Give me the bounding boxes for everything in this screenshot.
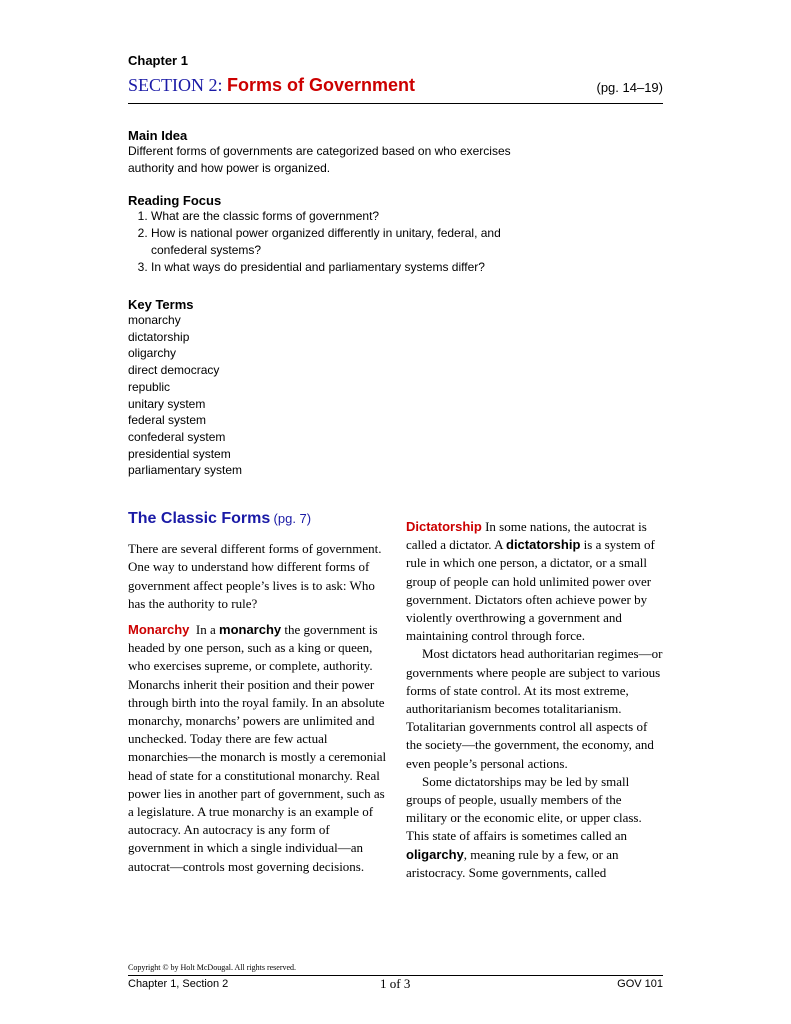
monarchy-text: the government is headed by one person, such as a king or queen, who exercises supreme, or complete, authority. Monarchs inherit their position and their power through birth into the royal family. In an absolute monarchy, monarchs’ powers are unlimited and unchecked. Today there are few actual monarchies—the monarch is mostly a ceremonial head of state for a constitutional monarchy. Real power lies in another part of government, such as a legislature. A true monarchy is an example of autocracy. An autocracy is any form of government in which a single individual—an autocrat—controls most governing decisions. bbox=[128, 622, 387, 874]
oligarchy-post: , meaning rule by a few, or an aristocracy. Some governments, called bbox=[406, 846, 619, 880]
header-divider bbox=[128, 103, 663, 104]
authoritarian-paragraph: Most dictators head authoritarian regimes—or governments where people are subject to various forms of state control. At its most extreme, authoritarianism becomes totalitarianism. Totalitarian governments control all aspects of the society—the government, the economy, and even people’s personal actions. bbox=[406, 646, 663, 771]
section-number: SECTION 2: bbox=[128, 75, 223, 95]
reading-focus bbox=[128, 193, 548, 276]
right-column bbox=[406, 518, 664, 882]
reading-focus-item: 1. What are the classic forms of government? bbox=[151, 208, 548, 225]
classic-forms-pages: (pg. 7) bbox=[273, 511, 312, 526]
dictatorship-lead: Dictatorship bbox=[406, 519, 482, 534]
monarchy-lead: Monarchy bbox=[128, 622, 190, 638]
key-term: parliamentary system bbox=[128, 463, 243, 478]
key-terms bbox=[128, 297, 428, 479]
reading-focus-heading: Reading Focus bbox=[128, 193, 222, 208]
section-page-range: (pg. 14–19) bbox=[596, 80, 663, 95]
classic-forms-heading-row bbox=[128, 510, 388, 528]
left-column bbox=[128, 510, 388, 876]
copyright: Copyright © by Holt McDougal. All rights reserved. bbox=[128, 963, 297, 972]
classic-forms-intro: There are several different forms of government. One way to understand how different forms of government affect people’s lives is to ask: Who has the authority to rule? bbox=[128, 541, 382, 611]
key-term: dictatorship bbox=[128, 329, 190, 344]
oligarchy-pre: Some dictatorships may be led by small groups of people, usually members of the military or the economic elite, or upper class. This state of affairs is sometimes called an bbox=[406, 773, 642, 844]
main-idea-text: Different forms of governments are categorized based on who exercises authority and how power is organized. bbox=[128, 144, 511, 175]
dictatorship-text: is a system of rule in which one person, a dictator, or a small group of people can hold unlimited power over government. Dictators often achieve power by violently overthrowing a government and maintaining control through force. bbox=[406, 537, 655, 644]
key-terms-list bbox=[128, 312, 428, 479]
key-term: republic bbox=[128, 379, 171, 394]
dictatorship-term: dictatorship bbox=[506, 537, 581, 553]
key-term: direct democracy bbox=[128, 363, 220, 378]
key-term: confederal system bbox=[128, 429, 226, 444]
course-code: GOV 101 bbox=[617, 978, 663, 990]
dictatorship-pre: In some nations, the autocrat is called a dictator. A bbox=[406, 519, 647, 553]
page-number: 1 of 3 bbox=[380, 976, 411, 991]
section-title bbox=[128, 75, 415, 96]
monarchy-term: monarchy bbox=[219, 622, 282, 638]
key-term: federal system bbox=[128, 413, 207, 428]
footer-section: Chapter 1, Section 2 bbox=[128, 978, 229, 990]
classic-forms-heading: The Classic Forms bbox=[128, 510, 271, 527]
key-term: oligarchy bbox=[128, 346, 177, 361]
oligarchy-term: oligarchy bbox=[406, 846, 464, 862]
section-name: Forms of Government bbox=[227, 75, 416, 95]
reading-focus-item: 2. How is national power organized differently in unitary, federal, and confederal systems? bbox=[151, 225, 548, 259]
key-term: unitary system bbox=[128, 396, 206, 411]
key-term: presidential system bbox=[128, 446, 231, 461]
main-idea bbox=[128, 128, 558, 177]
reading-focus-item: 3. In what ways do presidential and parliamentary systems differ? bbox=[151, 259, 548, 276]
key-terms-heading: Key Terms bbox=[128, 297, 194, 312]
oligarchy-paragraph bbox=[406, 773, 664, 882]
chapter-label: Chapter 1 bbox=[128, 53, 188, 68]
dictatorship-paragraph bbox=[406, 518, 664, 645]
monarchy-pre: In a bbox=[195, 622, 216, 638]
monarchy-paragraph bbox=[128, 621, 388, 876]
reading-focus-list bbox=[128, 208, 548, 276]
main-idea-heading: Main Idea bbox=[128, 128, 188, 143]
key-term: monarchy bbox=[128, 313, 181, 327]
